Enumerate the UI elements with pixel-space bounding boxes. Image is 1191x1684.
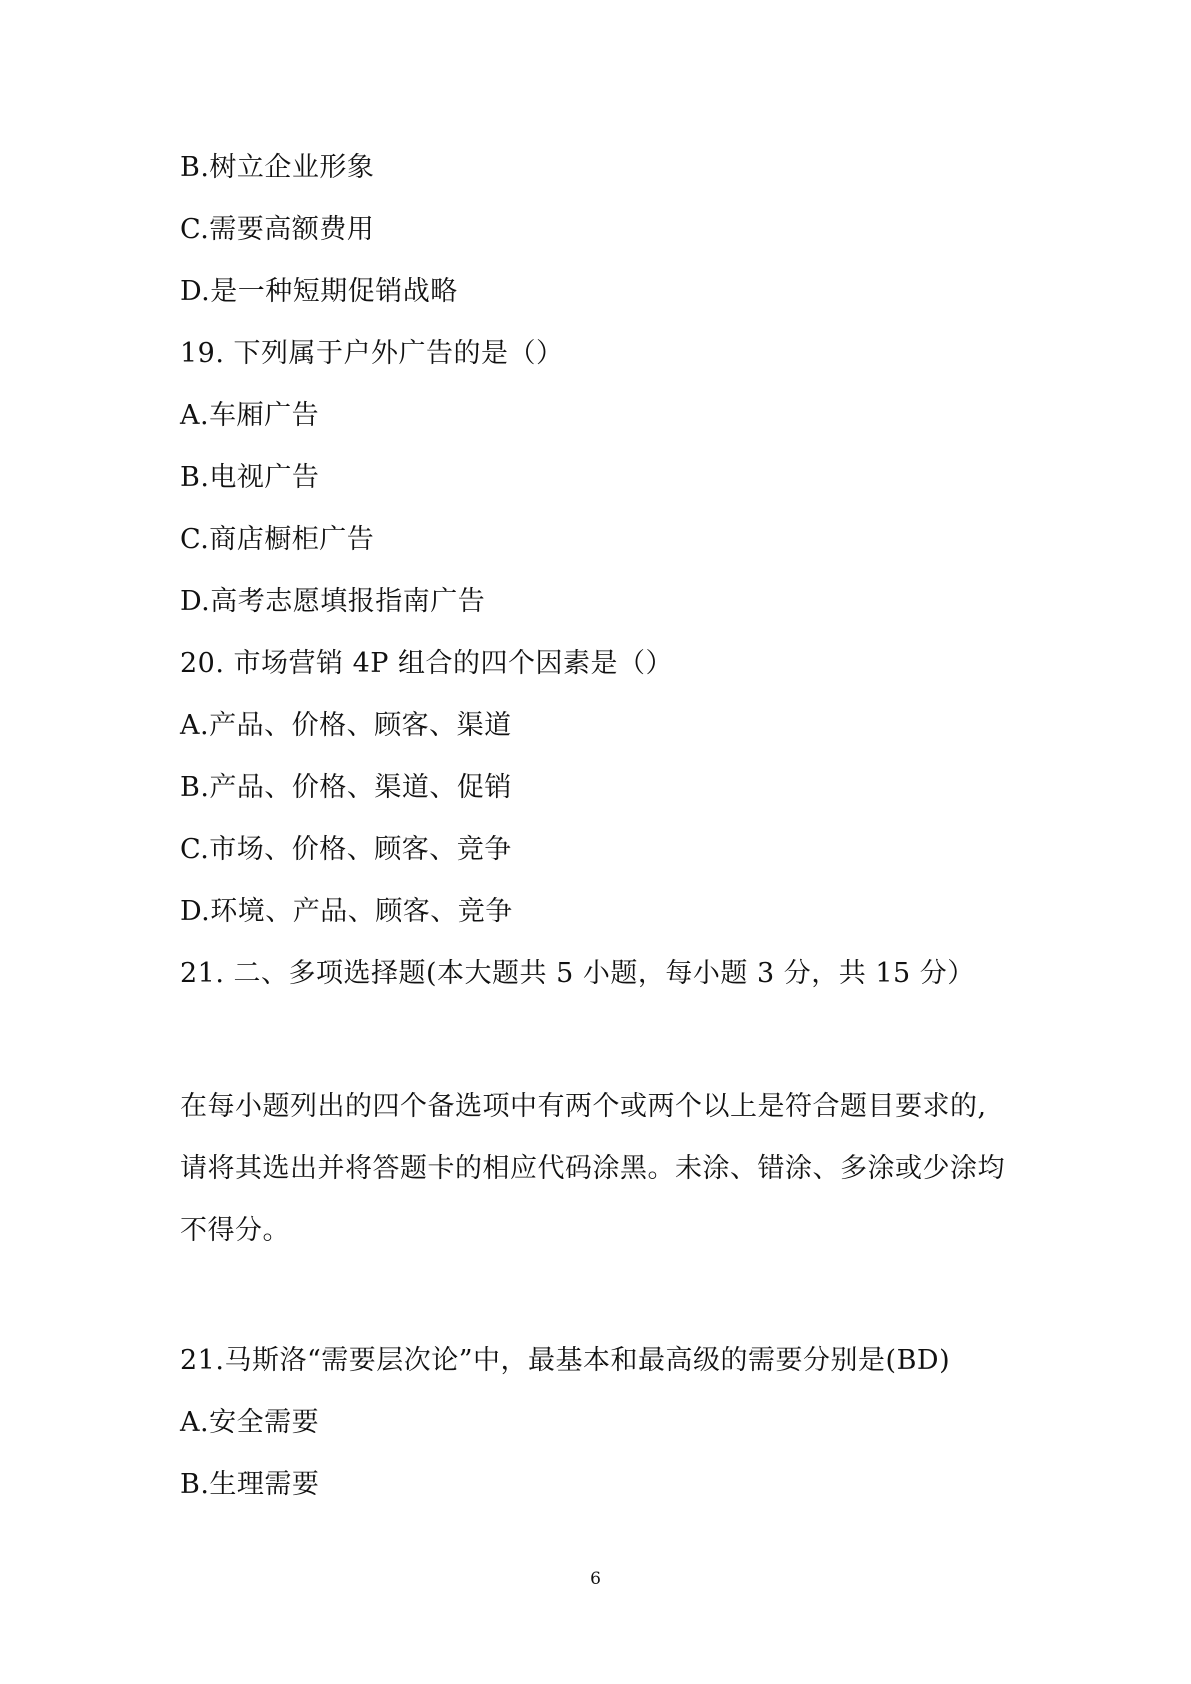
option-c-q20: C.市场、价格、顾客、竞争 bbox=[180, 834, 512, 865]
option-d-q20: D.环境、产品、顾客、竞争 bbox=[180, 896, 513, 927]
option-c-q19: C.商店橱柜广告 bbox=[180, 524, 375, 555]
option-b-q20: B.产品、价格、渠道、促销 bbox=[180, 772, 512, 803]
instructions-line-1: 在每小题列出的四个备选项中有两个或两个以上是符合题目要求的, bbox=[180, 1091, 987, 1122]
instructions-line-3: 不得分。 bbox=[180, 1215, 290, 1246]
page-number: 6 bbox=[590, 1569, 601, 1589]
option-b-q19: B.电视广告 bbox=[180, 462, 320, 493]
option-a-q20: A.产品、价格、顾客、渠道 bbox=[180, 710, 512, 741]
option-b-q21: B.生理需要 bbox=[180, 1469, 320, 1500]
option-d-q18: D.是一种短期促销战略 bbox=[180, 276, 458, 307]
option-a-q21: A.安全需要 bbox=[180, 1407, 320, 1438]
option-d-q19: D.高考志愿填报指南广告 bbox=[180, 586, 486, 617]
question-20: 20. 市场营销 4P 组合的四个因素是（） bbox=[180, 648, 674, 679]
section-heading-multiple-choice: 21. 二、多项选择题(本大题共 5 小题，每小题 3 分，共 15 分） bbox=[180, 958, 975, 989]
option-c-q18: C.需要高额费用 bbox=[180, 214, 375, 245]
option-b-q18: B.树立企业形象 bbox=[180, 152, 375, 183]
option-a-q19: A.车厢广告 bbox=[180, 400, 320, 431]
question-21: 21.马斯洛“需要层次论”中，最基本和最高级的需要分别是(BD) bbox=[180, 1345, 951, 1376]
instructions-line-2: 请将其选出并将答题卡的相应代码涂黑。未涂、错涂、多涂或少涂均 bbox=[180, 1153, 1005, 1184]
question-19: 19. 下列属于户外广告的是（） bbox=[180, 338, 564, 369]
